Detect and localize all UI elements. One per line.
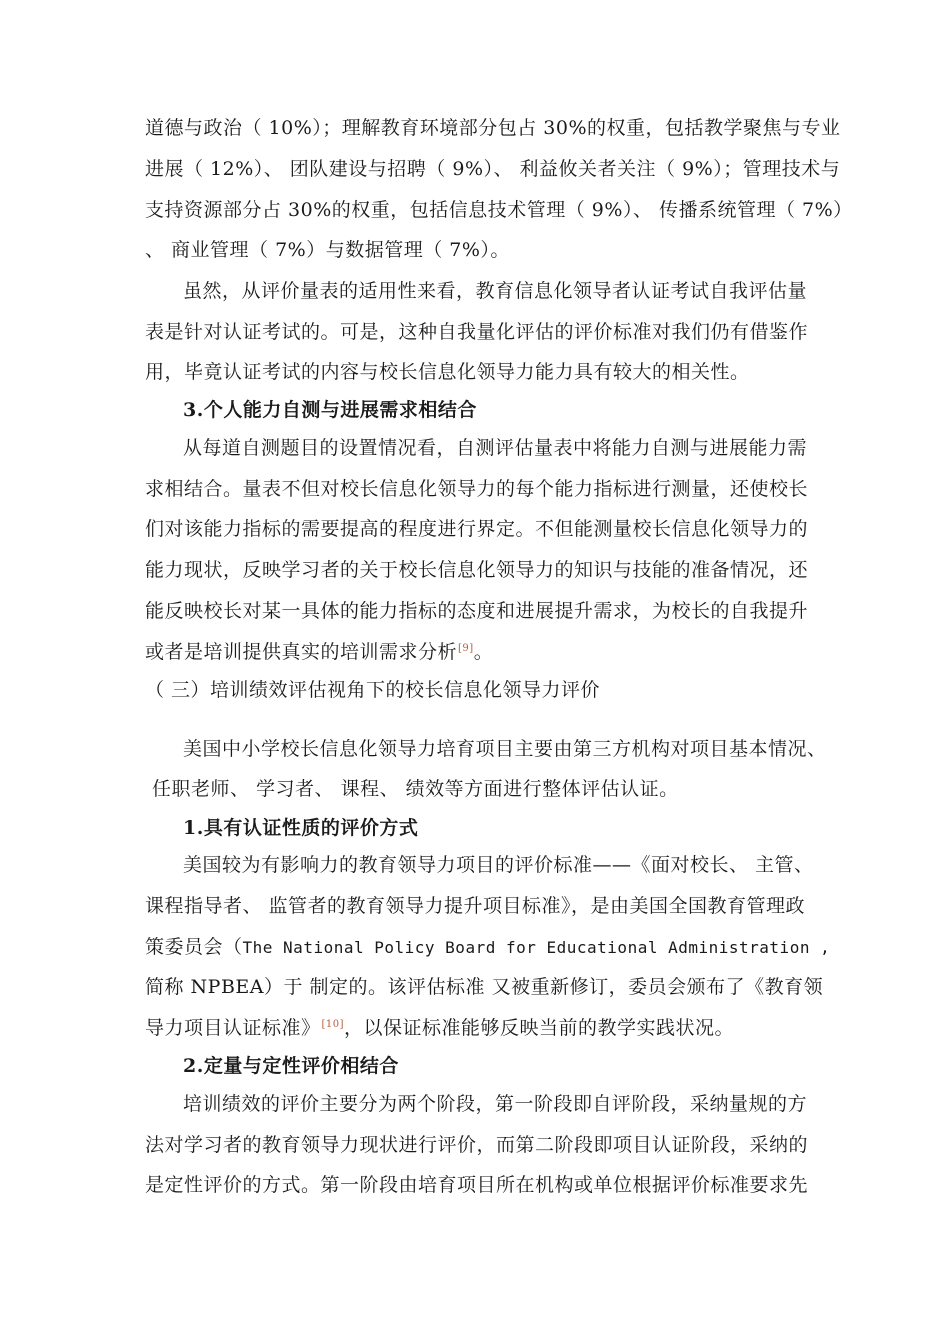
paragraph-line: 们对该能力指标的需要提高的程度进行界定。不但能测量校长信息化领导力的 bbox=[145, 518, 809, 540]
paragraph-line: 虽然，从评价量表的适用性来看，教育信息化领导者认证考试自我评估量 bbox=[183, 280, 808, 302]
line-text: 或者是培训提供真实的培训需求分析 bbox=[145, 641, 458, 663]
paragraph-line: 法对学习者的教育领导力现状进行评价，而第二阶段即项目认证阶段，采纳的 bbox=[145, 1134, 809, 1156]
paragraph-line: 支持资源部分占 30%的权重，包括信息技术管理（ 9%）、 传播系统管理（ 7%） bbox=[145, 199, 853, 221]
section-heading: 3.个人能力自测与进展需求相结合 bbox=[183, 399, 477, 421]
paragraph-line: 能力现状，反映学习者的关于校长信息化领导力的知识与技能的准备情况，还 bbox=[145, 559, 809, 581]
paragraph-line: 是定性评价的方式。第一阶段由培育项目所在机构或单位根据评价标准要求先 bbox=[145, 1174, 809, 1196]
paragraph-line: 培训绩效的评价主要分为两个阶段，第一阶段即自评阶段，采纳量规的方 bbox=[183, 1093, 808, 1115]
paragraph-line: 用，毕竟认证考试的内容与校长信息化领导力能力具有较大的相关性。 bbox=[145, 361, 750, 383]
section-heading: 2.定量与定性评价相结合 bbox=[183, 1055, 399, 1077]
line-text: 策委员会（ bbox=[145, 936, 243, 958]
paragraph-line bbox=[145, 1015, 734, 1041]
paragraph-line: 美国中小学校长信息化领导力培育项目主要由第三方机构对项目基本情况、 bbox=[183, 738, 827, 760]
paragraph-line: 、 商业管理（ 7%）与数据管理（ 7%）。 bbox=[145, 239, 510, 261]
paragraph-line bbox=[145, 934, 830, 961]
paragraph-line: 进展（ 12%）、 团队建设与招聘（ 9%）、 利益攸关者关注（ 9%）；管理技术与 bbox=[145, 158, 841, 180]
paragraph-line: 课程指导者、 监管者的教育领导力提升项目标准》，是由美国全国教育管理政 bbox=[145, 895, 806, 917]
paragraph-line: 美国较为有影响力的教育领导力项目的评价标准——《面对校长、 主管、 bbox=[183, 854, 814, 876]
line-text: The National Policy Board for Educational Administration , bbox=[242, 938, 831, 957]
paragraph-line: 简称 NPBEA）于 制定的。该评估标准 又被重新修订，委员会颁布了《教育领 bbox=[145, 976, 824, 998]
paragraph-line: 表是针对认证考试的。可是，这种自我量化评估的评价标准对我们仍有借鉴作 bbox=[145, 321, 809, 343]
citation-ref[interactable]: [10] bbox=[321, 1018, 345, 1030]
paragraph-line: 任职老师、 学习者、 课程、 绩效等方面进行整体评估认证。 bbox=[152, 778, 679, 800]
paragraph-line: 能反映校长对某一具体的能力指标的态度和进展提升需求，为校长的自我提升 bbox=[145, 600, 809, 622]
section-heading: （ 三）培训绩效评估视角下的校长信息化领导力评价 bbox=[145, 679, 601, 701]
paragraph-line bbox=[145, 639, 493, 665]
line-text: 。 bbox=[473, 641, 494, 663]
line-text: ，以保证标准能够反映当前的教学实践状况。 bbox=[344, 1017, 735, 1039]
paragraph-line: 从每道自测题目的设置情况看，自测评估量表中将能力自测与进展能力需 bbox=[183, 437, 808, 459]
paragraph-line: 道德与政治（ 10%）；理解教育环境部分包占 30%的权重，包括教学聚焦与专业 bbox=[145, 117, 841, 139]
section-heading: 1.具有认证性质的评价方式 bbox=[183, 817, 419, 839]
paragraph-line: 求相结合。量表不但对校长信息化领导力的每个能力指标进行测量，还使校长 bbox=[145, 478, 809, 500]
citation-ref[interactable]: [9] bbox=[458, 642, 474, 654]
line-text: 导力项目认证标准》 bbox=[145, 1017, 321, 1039]
